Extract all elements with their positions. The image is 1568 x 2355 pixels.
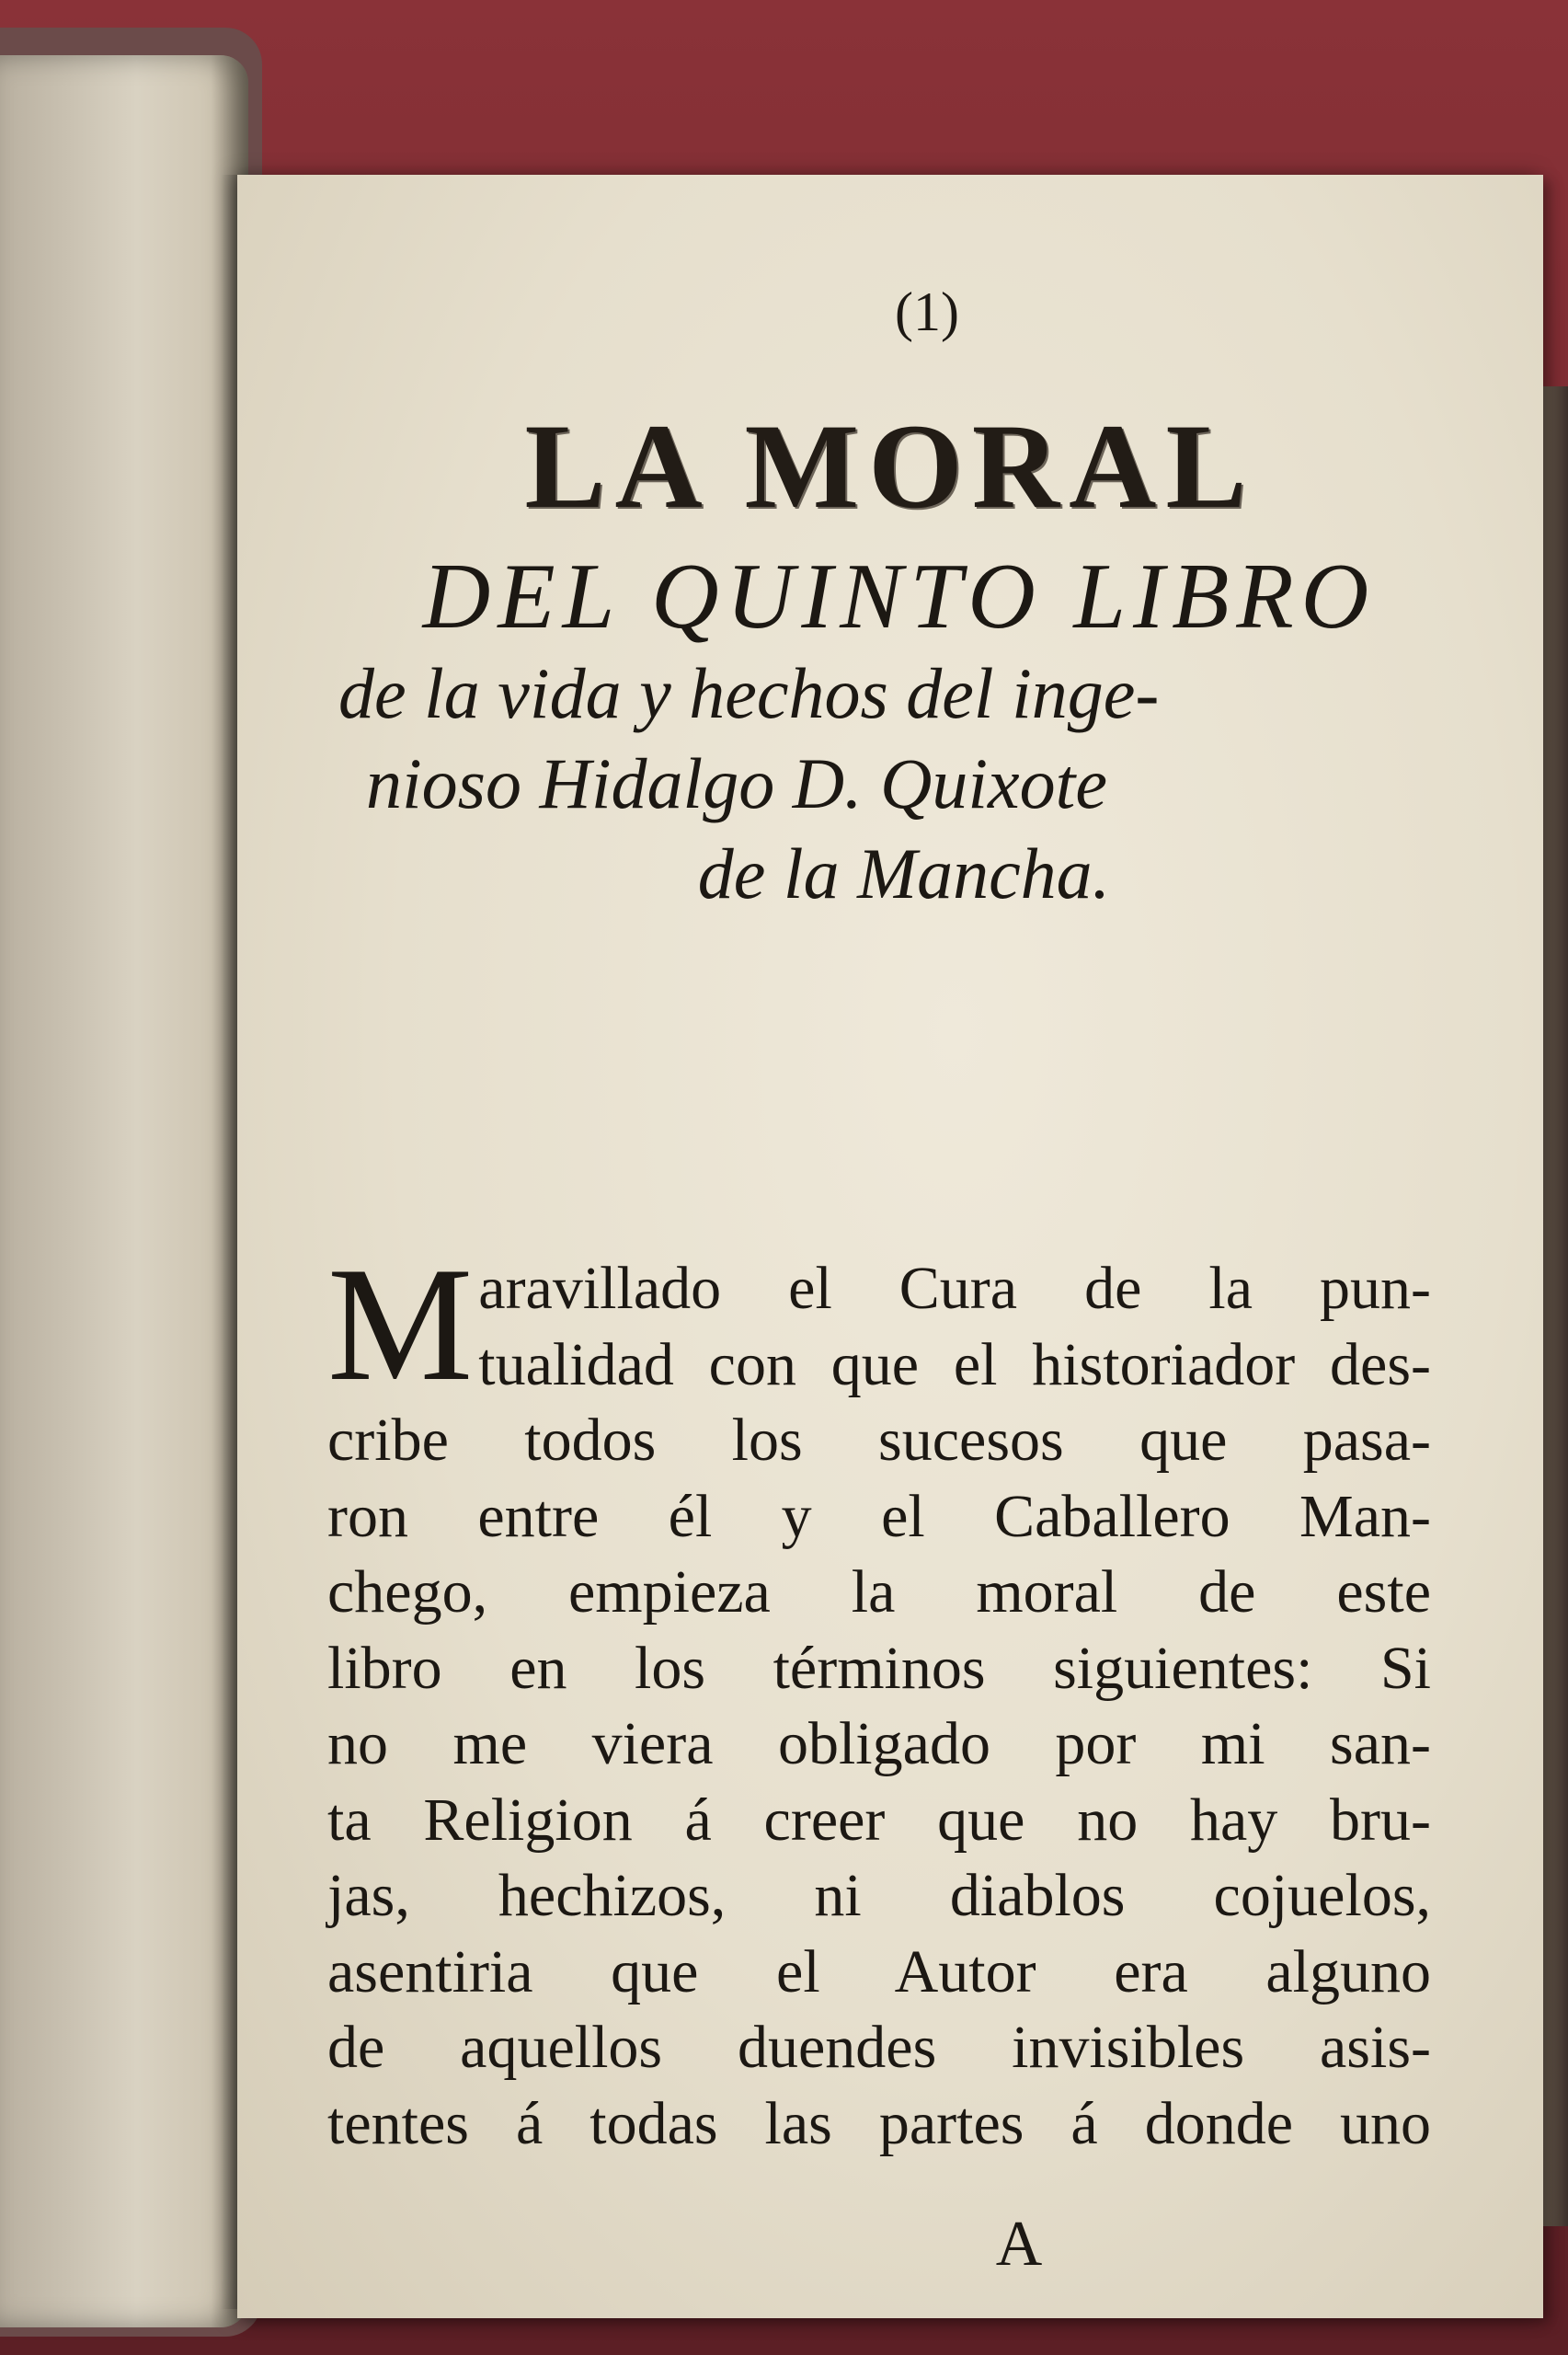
body-line: jas, hechizos, ni diablos cojuelos, [327, 1862, 1431, 1929]
body-paragraph [327, 1233, 1431, 2162]
body-line: ron entre él y el Caballero Man- [327, 1482, 1431, 1550]
page-content [237, 175, 1543, 2318]
title-line: de la Mancha. [697, 833, 1111, 913]
drop-cap: M [327, 1233, 474, 1415]
body-line: chego, empieza la moral de este [327, 1558, 1431, 1626]
title-line: nioso Hidalgo D. Quixote [366, 743, 1107, 823]
body-line: aravillado el Cura de la pun- [478, 1255, 1431, 1322]
page-title: LA MORAL [524, 398, 1256, 534]
page-number: (1) [895, 281, 959, 342]
body-line: tualidad con que el historiador des- [478, 1330, 1431, 1398]
signature-mark: A [995, 2209, 1043, 2280]
body-line: tentes á todas las partes á donde uno [327, 2089, 1431, 2157]
body-line: no me viera obligado por mi san- [327, 1710, 1431, 1777]
title-line: de la vida y hechos del inge- [338, 653, 1160, 733]
title-description [338, 649, 1470, 919]
body-line: libro en los términos siguientes: Si [327, 1634, 1431, 1702]
page-subtitle: DEL QUINTO LIBRO [422, 545, 1377, 649]
left-page [0, 55, 248, 2327]
body-line: cribe todos los sucesos que pasa- [327, 1407, 1431, 1474]
right-page [237, 175, 1543, 2318]
body-line: de aquellos duendes invisibles asis- [327, 2014, 1431, 2081]
body-line: asentiria que el Autor era alguno [327, 1937, 1431, 2005]
body-line: ta Religion á creer que no hay bru- [327, 1786, 1431, 1854]
